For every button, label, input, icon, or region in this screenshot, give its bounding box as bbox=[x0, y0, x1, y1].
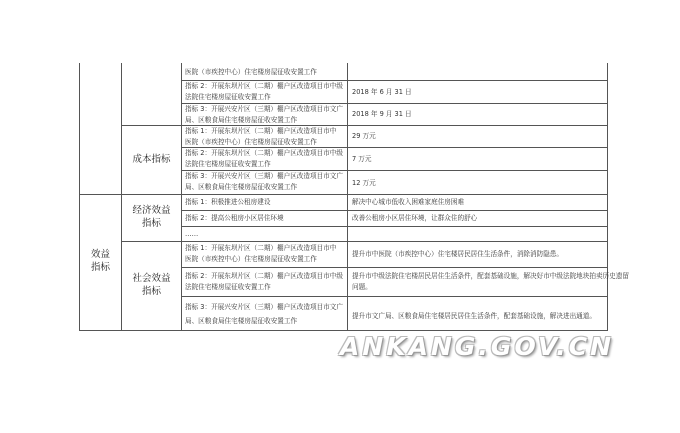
indicator-text: 法院住宅楼房屋征收安置工作 bbox=[185, 160, 271, 168]
indicator-value: 解决中心城市低收入困难家庭住房困难 bbox=[352, 198, 465, 206]
indicator-text: 法院住宅楼房屋征收安置工作 bbox=[185, 283, 271, 291]
indicator-value: 2018 年 6 月 31 日 bbox=[352, 88, 412, 96]
social-benefit-label bbox=[122, 272, 181, 298]
table-border-bottom bbox=[79, 330, 608, 331]
indicator-text: 局、区粮食局住宅楼房屋征收安置工作 bbox=[185, 116, 298, 124]
economic-label-text: 经济效益指标 bbox=[132, 205, 171, 229]
indicator-text: 法院住宅楼房屋征收安置工作 bbox=[185, 93, 271, 101]
cost-indicator-label: 成本指标 bbox=[132, 154, 171, 165]
row-divider bbox=[181, 267, 608, 268]
row-divider bbox=[181, 210, 608, 211]
indicator-text: 医院（市疾控中心）住宅楼房屋征收安置工作 bbox=[185, 68, 317, 76]
benefit-label-text: 效益指标 bbox=[90, 249, 110, 273]
indicator-value: 提升市中级法院住宅楼居民居住生活条件，配套基础设施，解决好市中级法院地块拍卖历史遗留 bbox=[352, 272, 629, 280]
indicator-value: 提升市中医院（市疾控中心）住宅楼居民居住生活条件，消除消防隐患。 bbox=[352, 250, 563, 258]
indicator-text: 局、区粮食局住宅楼房屋征收安置工作 bbox=[185, 317, 298, 325]
indicator-text: 指标 1：积极推进公租房建设 bbox=[185, 198, 271, 206]
indicator-text: 指标 2：开展东坝片区（二期）棚户区改造项目市中级 bbox=[185, 149, 343, 157]
indicator-text: 指标 3：开展兴安片区（三期）棚户区改造项目市文广 bbox=[185, 303, 343, 311]
indicator-text: 指标 2：开展东坝片区（二期）棚户区改造项目市中级 bbox=[185, 272, 343, 280]
row-divider bbox=[181, 226, 608, 227]
indicator-text: 指标 3：开展兴安片区（三期）棚户区改造项目市文广 bbox=[185, 105, 343, 113]
watermark: ANKANG.GOV.CN bbox=[340, 332, 615, 361]
indicator-text: 医院（市疾控中心）住宅楼房屋征收安置工作 bbox=[185, 138, 317, 146]
indicator-value: 12 万元 bbox=[352, 179, 376, 187]
indicator-value: 7 万元 bbox=[352, 155, 372, 163]
economic-benefit-label bbox=[122, 204, 181, 230]
indicator-value: 29 万元 bbox=[352, 132, 376, 140]
indicator-value: 改善公租房小区居住环境，让群众住的舒心 bbox=[352, 214, 478, 222]
indicator-text: …… bbox=[185, 230, 199, 238]
indicator-text: 局、区粮食局住宅楼房屋征收安置工作 bbox=[185, 183, 298, 191]
benefit-indicator-label bbox=[80, 248, 121, 274]
indicator-text: 指标 1：开展东坝片区（二期）棚户区改造项目市中 bbox=[185, 127, 337, 135]
indicator-value: 2018 年 9 月 31 日 bbox=[352, 110, 412, 118]
indicator-text: 医院（市疾控中心）住宅楼房屋征收安置工作 bbox=[185, 255, 317, 263]
indicator-text: 指标 3：开展兴安片区（三期）棚户区改造项目市文广 bbox=[185, 172, 343, 180]
table-border-left bbox=[79, 63, 80, 330]
section-divider bbox=[79, 194, 608, 195]
indicator-value: 提升市文广局、区粮食局住宅楼居民居住生活条件，配套基础设施，解决进出通道。 bbox=[352, 312, 596, 320]
row-divider bbox=[181, 296, 608, 297]
indicator-text: 指标 2：开展东坝片区（二期）棚户区改造项目市中级 bbox=[185, 82, 343, 90]
indicator-text: 指标 1：开展东坝片区（二期）棚户区改造项目市中 bbox=[185, 244, 337, 252]
indicator-text: 指标 2：提高公租房小区居住环境 bbox=[185, 214, 284, 222]
indicator-value: 问题。 bbox=[352, 283, 372, 291]
social-label-text: 社会效益指标 bbox=[132, 273, 171, 297]
